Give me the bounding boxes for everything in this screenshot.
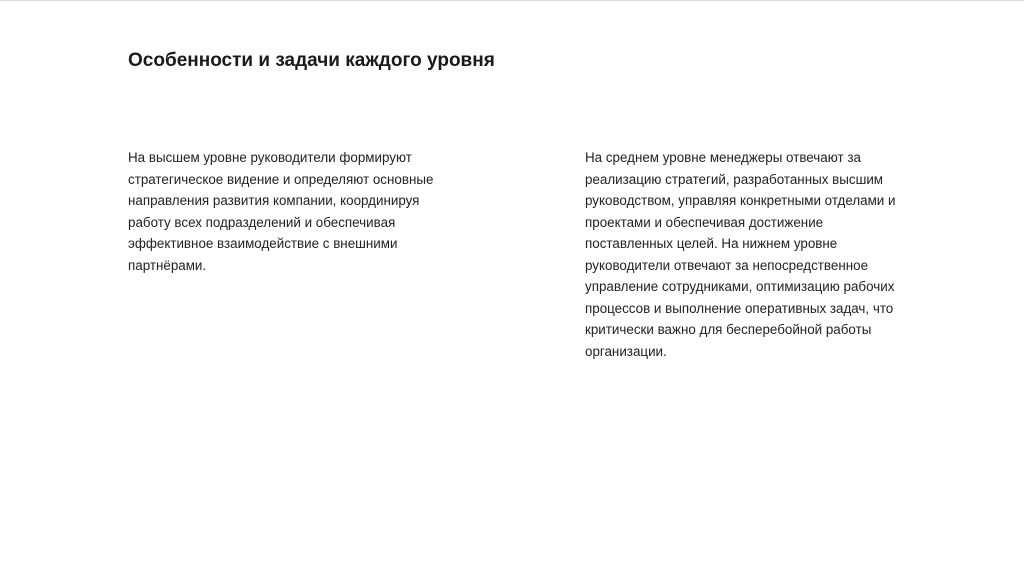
left-line: стратегическое видение и определяют основные (128, 171, 434, 187)
right-line: На среднем уровне менеджеры отвечают за (585, 150, 861, 165)
right-line: руководители отвечают за непосредственное (585, 257, 869, 273)
right-line: организации. (585, 343, 667, 359)
left-line: работу всех подразделений и обеспечивая (128, 214, 396, 230)
left-column-text (128, 147, 468, 276)
slide-title: Особенности и задачи каждого уровня (128, 50, 495, 71)
right-line: поставленных целей. На нижнем уровне (585, 236, 838, 251)
left-line: эффективное взаимодействие с внешними (128, 236, 398, 251)
right-line: руководством, управляя конкретными отделами и (585, 193, 896, 208)
right-line: процессов и выполнение оперативных задач, что (585, 300, 894, 316)
right-line: критически важно для бесперебойной работы (585, 322, 872, 337)
right-line: проектами и обеспечивая достижение (585, 214, 824, 230)
right-line: реализацию стратегий, разработанных высшим (585, 171, 883, 187)
right-line: управление сотрудниками, оптимизацию рабочих (585, 279, 895, 294)
left-line: направления развития компании, координируя (128, 193, 420, 208)
left-line: партнёрами. (128, 257, 207, 273)
left-line: На высшем уровне руководители формируют (128, 150, 412, 165)
right-column-text (585, 147, 925, 362)
